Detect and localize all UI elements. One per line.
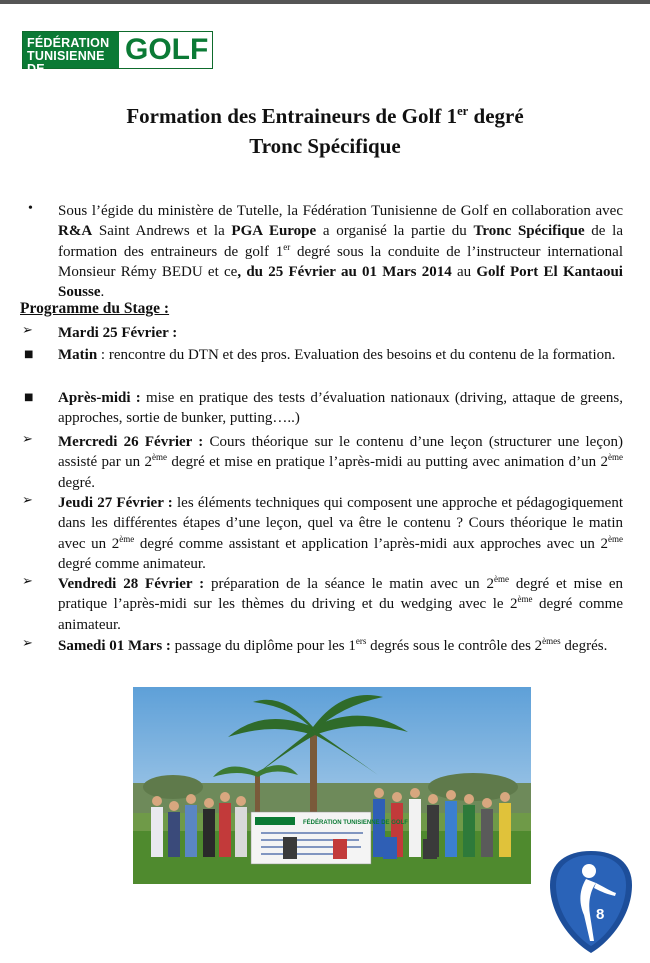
intro-paragraph: Sous l’égide du ministère de Tutelle, la Fédération Tunisienne de Golf en collaboration avec R&A Saint Andrews et la PGA Europe a organisé la partie du Tronc Spécifique de la formation des entraineurs de golf 1er degré sous la conduite de l’instructeur international Monsieur Rémy BEDU et ce, du 25 Février au 01 Mars 2014 au Golf Port El Kantaoui Sousse. xyxy=(58,203,624,301)
logo-line-1: FÉDÉRATION xyxy=(27,36,110,50)
list-item-matin: Matin : rencontre du DTN et des pros. Evaluation des besoins et du contenu de la formation. xyxy=(58,347,616,363)
arrow-bullet-icon: ➢ xyxy=(22,574,33,589)
list-item-apres-midi: Après-midi : mise en pratique des tests d’évaluation nationaux (driving, attaque de greens, approches, sortie de bunker, putting…..) xyxy=(58,390,623,427)
square-bullet-icon: ■ xyxy=(24,392,34,403)
photo-banner-title: FÉDÉRATION TUNISIENNE DE GOLF xyxy=(303,820,408,826)
page-badge-golfer-icon xyxy=(546,845,636,957)
list-item-mercredi: Mercredi 26 Février : Cours théorique sur le contenu d’une leçon (structurer une leçon) assisté par un 2ème degré et mise en pratique l’après-midi au putting avec animation d’un 2ème degré. xyxy=(58,434,623,491)
federation-logo xyxy=(22,31,213,76)
group-photo xyxy=(133,687,531,884)
logo-text-left xyxy=(23,32,119,76)
arrow-bullet-icon: ➢ xyxy=(22,493,33,508)
list-item-samedi: Samedi 01 Mars : passage du diplôme pour les 1ers degrés sous le contrôle des 2èmes degrés. xyxy=(58,636,608,654)
intro-bullet: • xyxy=(28,201,33,216)
page-number: 8 xyxy=(596,906,605,923)
list-item-vendredi: Vendredi 28 Février : préparation de la séance le matin avec un 2ème degré et mise en pratique l’après-midi sur les thèmes du driving et du wedging avec le 2ème degré comme animateur. xyxy=(58,574,623,633)
programme-heading: Programme du Stage : xyxy=(20,300,170,317)
square-bullet-icon: ■ xyxy=(24,349,34,360)
top-border xyxy=(0,0,650,4)
logo-line-2: TUNISIENNE DE xyxy=(27,49,105,76)
list-item-mardi: Mardi 25 Février : xyxy=(58,325,178,341)
page-subtitle: Tronc Spécifique xyxy=(249,134,401,158)
arrow-bullet-icon: ➢ xyxy=(22,432,33,447)
page-title: Formation des Entraineurs de Golf 1er degré xyxy=(126,104,524,128)
arrow-bullet-icon: ➢ xyxy=(22,323,33,338)
arrow-bullet-icon: ➢ xyxy=(22,636,33,651)
logo-golf-word: GOLF xyxy=(125,33,209,66)
group-photo-illustration xyxy=(133,687,531,884)
list-item-jeudi: Jeudi 27 Février : les éléments techniques qui composent une approche et pédagogiquement dans les différentes étapes d’une leçon, quel va être le contenu ? Cours théorique le matin avec un 2ème degré comme assistant et application l’après-midi aux approches avec un 2ème degré comme animateur. xyxy=(58,495,623,572)
